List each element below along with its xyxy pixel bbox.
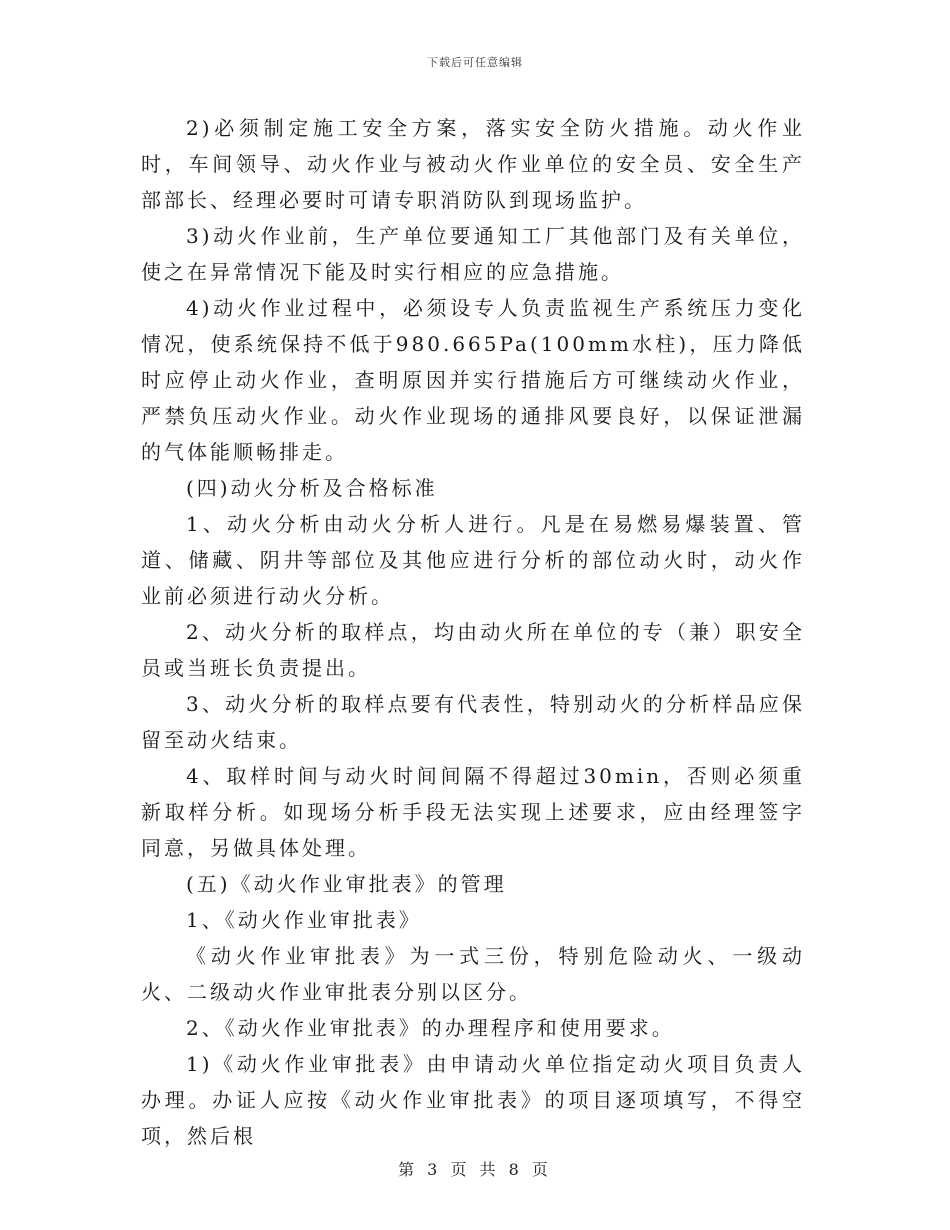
subsection-heading: 1、《动火作业审批表》: [186, 908, 422, 932]
paragraph: 2)必须制定施工安全方案，落实安全防火措施。动火作业时，车间领导、动火作业与被动火作业单位的安全员、安全生产部部长、经理必要时可请专职消防队到现场监护。: [141, 116, 805, 212]
paragraph: 《动火作业审批表》为一式三份，特别危险动火、一级动火、二级动火作业审批表分别以区分。: [141, 944, 805, 1004]
document-body: [141, 110, 805, 1154]
paragraph: 1)《动火作业审批表》由申请动火单位指定动火项目负责人办理。办证人应按《动火作业审批表》的项目逐项填写，不得空项，然后根: [141, 1052, 805, 1148]
section-heading: (五)《动火作业审批表》的管理: [186, 872, 507, 896]
paragraph: 3、动火分析的取样点要有代表性，特别动火的分析样品应保留至动火结束。: [141, 692, 805, 752]
paragraph: 4、取样时间与动火时间间隔不得超过30min，否则必须重新取样分析。如现场分析手段无法实现上述要求，应由经理签字同意，另做具体处理。: [141, 764, 805, 860]
paragraph: 3)动火作业前，生产单位要通知工厂其他部门及有关单位，使之在异常情况下能及时实行相应的应急措施。: [141, 224, 805, 284]
section-heading: (四)动火分析及合格标准: [186, 476, 438, 500]
header-note: 下载后可任意编辑: [427, 56, 523, 69]
page-number-footer: 第 3 页 共 8 页: [398, 1160, 552, 1179]
paragraph: 4)动火作业过程中，必须设专人负责监视生产系统压力变化情况，使系统保持不低于980.665Pa(100mm水柱)，压力降低时应停止动火作业，查明原因并实行措施后方可继续动火作业，严禁负压动火作业。动火作业现场的通排风要良好，以保证泄漏的气体能顺畅排走。: [141, 296, 805, 464]
paragraph: 2、动火分析的取样点，均由动火所在单位的专（兼）职安全员或当班长负责提出。: [141, 620, 805, 680]
subsection-heading: 2、《动火作业审批表》的办理程序和使用要求。: [186, 1016, 675, 1040]
paragraph: 1、动火分析由动火分析人进行。凡是在易燃易爆装置、管道、储藏、阴井等部位及其他应进行分析的部位动火时，动火作业前必须进行动火分析。: [141, 512, 805, 608]
